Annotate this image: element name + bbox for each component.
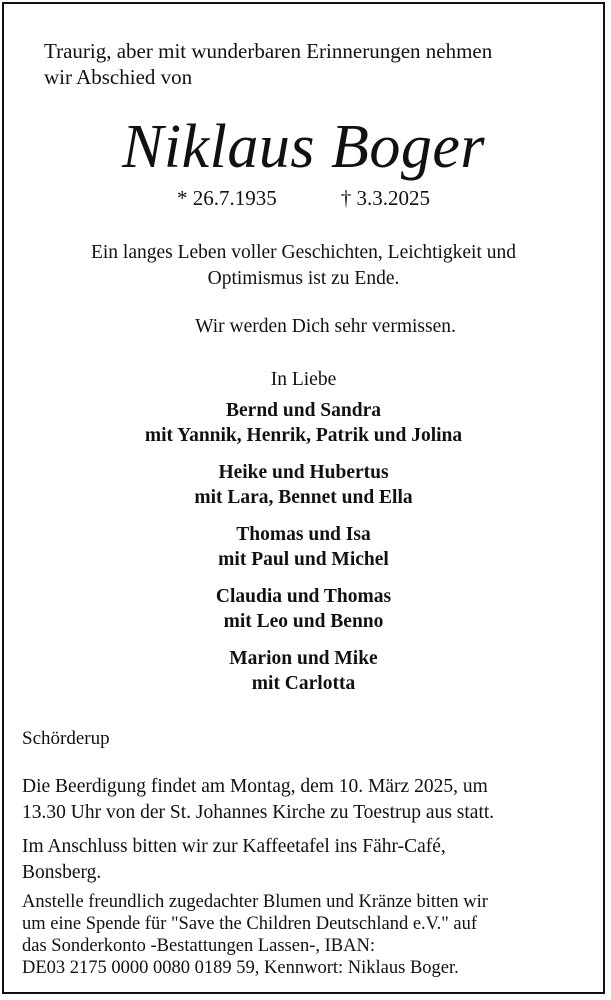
donation-line: DE03 2175 0000 0080 0189 59, Kennwort: Niklaus Boger.	[22, 958, 459, 978]
intro-line: wir Abschied von	[44, 65, 193, 89]
funeral-info	[22, 774, 597, 826]
family-children: mit Leo und Benno	[223, 611, 384, 632]
birth-date: * 26.7.1935	[177, 186, 277, 210]
miss-line: Wir werden Dich sehr vermissen.	[195, 316, 456, 337]
intro-text	[44, 38, 584, 90]
life-dates	[4, 184, 603, 212]
donation-info	[22, 891, 597, 979]
family-children: mit Paul und Michel	[218, 549, 389, 570]
family-parents: Thomas und Isa	[236, 524, 371, 545]
mourner-family	[4, 398, 603, 448]
epitaph-line: Ein langes Leben voller Geschichten, Leichtigkeit und	[90, 242, 517, 263]
family-parents: Bernd und Sandra	[226, 400, 381, 421]
reception-info	[22, 834, 597, 886]
family-children: mit Yannik, Henrik, Patrik und Jolina	[144, 425, 463, 446]
mourner-family	[4, 522, 603, 572]
reception-line: Bonsberg.	[22, 862, 102, 883]
donation-line: um eine Spende für "Save the Children Deutschland e.V." auf	[22, 914, 478, 934]
family-parents: Heike und Hubertus	[218, 462, 389, 483]
epitaph	[4, 240, 603, 292]
in-love-line: In Liebe	[270, 369, 337, 390]
place-name: Schörderup	[22, 728, 110, 749]
mourner-family	[4, 460, 603, 510]
funeral-line: Die Beerdigung findet am Montag, dem 10. März 2025, um	[22, 776, 488, 797]
obituary-notice	[2, 2, 605, 994]
family-parents: Marion und Mike	[229, 648, 378, 669]
family-parents: Claudia und Thomas	[215, 586, 392, 607]
epitaph-line: Optimismus ist zu Ende.	[207, 268, 400, 289]
donation-line: das Sonderkonto -Bestattungen Lassen-, IBAN:	[22, 936, 375, 956]
intro-line: Traurig, aber mit wunderbaren Erinnerungen nehmen	[44, 39, 493, 63]
deceased-name: Niklaus Boger	[122, 113, 485, 181]
donation-line: Anstelle freundlich zugedachter Blumen und Kränze bitten wir	[22, 892, 488, 912]
mourners-list	[4, 398, 603, 708]
death-date: † 3.3.2025	[340, 186, 430, 210]
family-children: mit Carlotta	[251, 673, 356, 694]
reception-line: Im Anschluss bitten wir zur Kaffeetafel ins Fähr-Café,	[22, 836, 446, 857]
mourner-family	[4, 646, 603, 696]
family-children: mit Lara, Bennet und Ella	[194, 487, 413, 508]
funeral-line: 13.30 Uhr von der St. Johannes Kirche zu Toestrup aus statt.	[22, 802, 495, 823]
mourner-family	[4, 584, 603, 634]
